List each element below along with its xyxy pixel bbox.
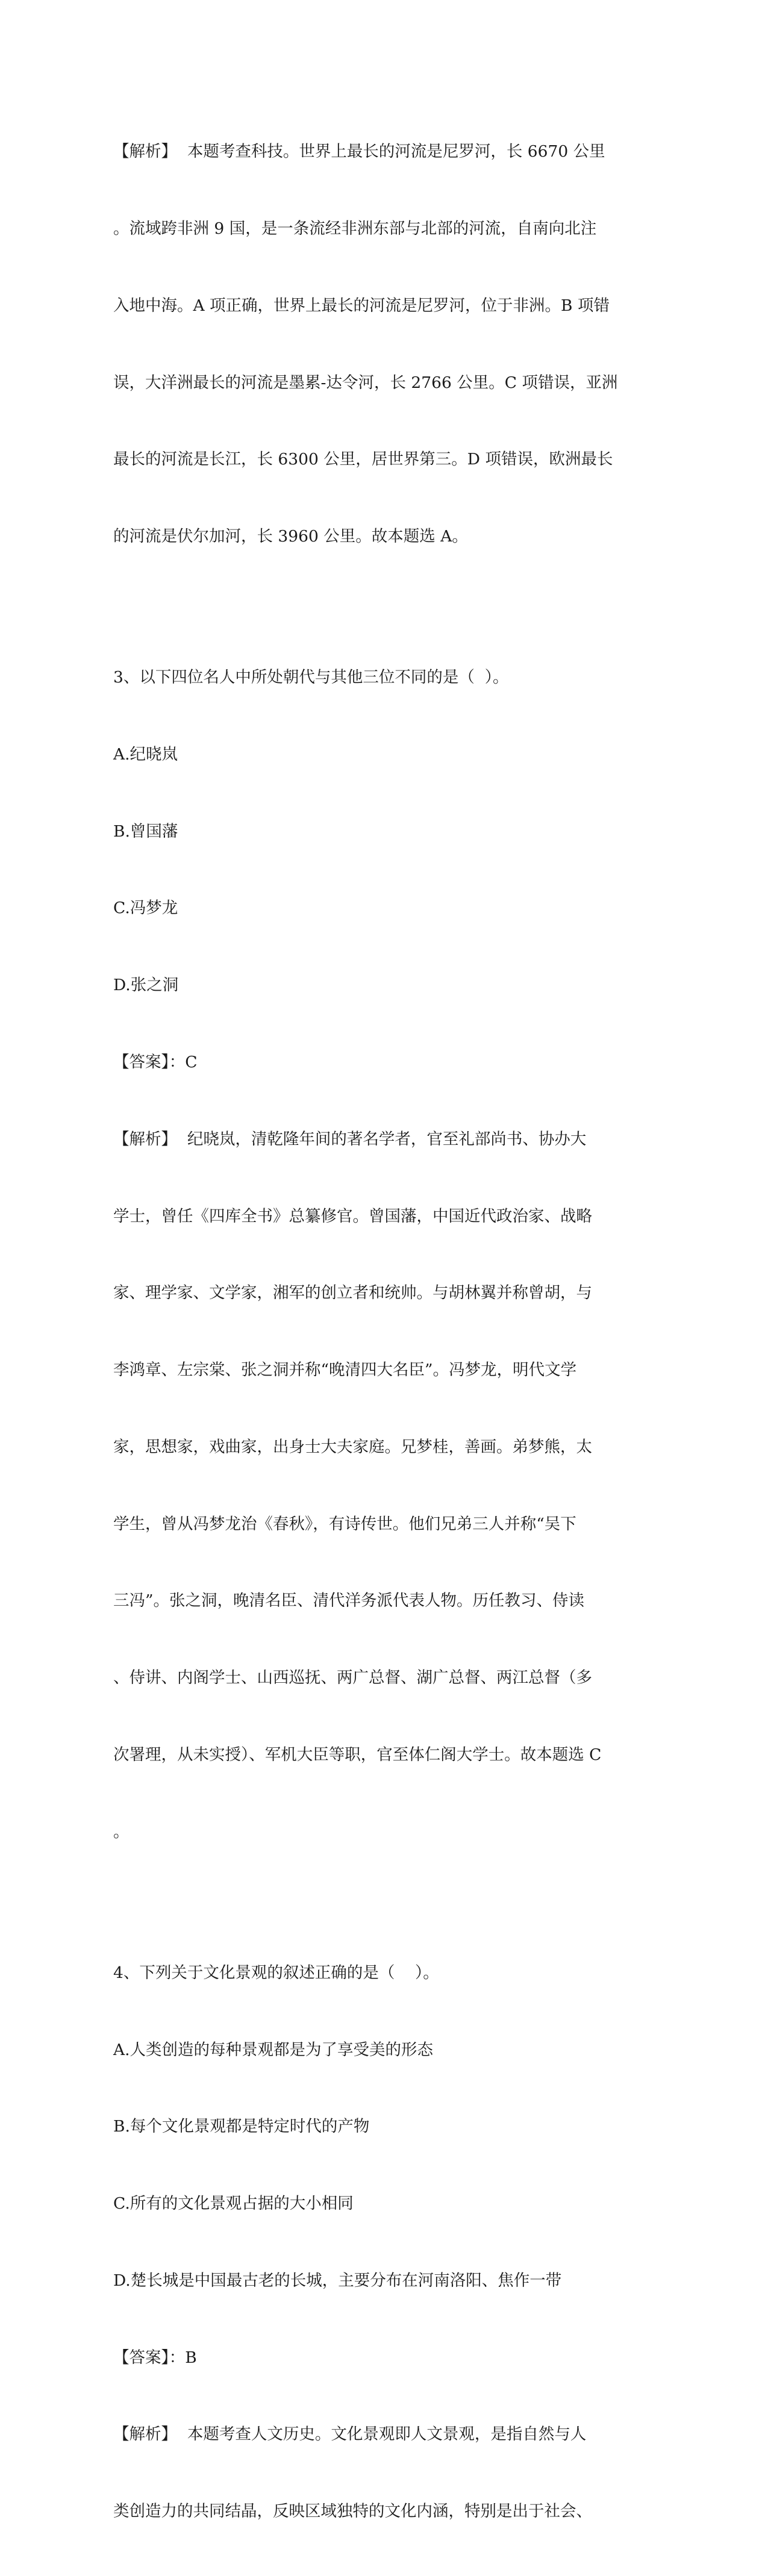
option-b: B.曾国藩 [113, 822, 178, 841]
analysis-line: 【解析】 本题考查科技。世界上最长的河流是尼罗河，长 6670 公里 [113, 142, 605, 161]
analysis-line: 家、理学家、文学家，湘军的创立者和统帅。与胡林翼并称曾胡，与 [113, 1283, 592, 1303]
answer: 【答案】：C [113, 1052, 198, 1071]
question-4 [113, 1909, 655, 2576]
analysis-line: 入地中海。A 项正确，世界上最长的河流是尼罗河，位于非洲。B 项错 [113, 296, 610, 315]
analysis-line: 最长的河流是长江，长 6300 公里，居世界第三。D 项错误，欧洲最长 [113, 450, 613, 469]
analysis-line: 的河流是伏尔加河，长 3960 公里。故本题选 A。 [113, 527, 468, 546]
analysis-line: 误，大洋洲最长的河流是墨累-达令河，长 2766 公里。C 项错误，亚洲 [113, 373, 618, 392]
option-c: C.冯梦龙 [113, 899, 178, 918]
option-a: A.纪晓岚 [113, 744, 178, 764]
analysis-line: 三冯”。张之洞，晚清名臣、清代洋务派代表人物。历任教习、侍读 [113, 1591, 585, 1611]
option-d: D.楚长城是中国最古老的长城，主要分布在河南洛阳、焦作一带 [113, 2271, 562, 2290]
answer: 【答案】：B [113, 2348, 197, 2367]
analysis-line: 、侍讲、内阁学士、山西巡抚、两广总督、湖广总督、两江总督（多 [113, 1668, 592, 1688]
analysis-line: 【解析】 本题考查人文历史。文化景观即人文景观，是指自然与人 [113, 2425, 587, 2444]
option-a: A.人类创造的每种景观都是为了享受美的形态 [113, 2040, 434, 2059]
analysis-line: 次署理，从未实授）、军机大臣等职，官至体仁阁大学士。故本题选 C [113, 1745, 602, 1764]
analysis-line: 类创造力的共同结晶，反映区域独特的文化内涵，特别是出于社会、 [113, 2502, 592, 2521]
analysis-line: 李鸿章、左宗棠、张之洞并称“晚清四大名臣”。冯梦龙，明代文学 [113, 1361, 577, 1380]
previous-analysis [113, 88, 655, 601]
spacer [113, 601, 655, 614]
analysis-line: 。流域跨非洲 9 国，是一条流经非洲东部与北部的河流，自南向北注 [113, 219, 597, 238]
question-stem: 4、下列关于文化景观的叙述正确的是（ ）。 [113, 1963, 439, 1982]
spacer [113, 1897, 655, 1909]
document-content [113, 88, 655, 2576]
analysis-line: 学士，曾任《四库全书》总纂修官。曾国藩，中国近代政治家、战略 [113, 1206, 592, 1226]
analysis-line: 学生，曾从冯梦龙治《春秋》，有诗传世。他们兄弟三人并称“吴下 [113, 1514, 576, 1533]
analysis-line: 【解析】 纪晓岚，清乾隆年间的著名学者，官至礼部尚书、协办大 [113, 1129, 587, 1149]
option-d: D.张之洞 [113, 976, 179, 995]
option-c: C.所有的文化景观占据的大小相同 [113, 2194, 354, 2213]
analysis-line: 。 [113, 1822, 130, 1841]
question-stem: 3、以下四位名人中所处朝代与其他三位不同的是（ ）。 [113, 668, 509, 687]
option-b: B.每个文化景观都是特定时代的产物 [113, 2117, 370, 2136]
question-3 [113, 614, 655, 1897]
analysis-line: 家，思想家，戏曲家，出身士大夫家庭。兄梦桂，善画。弟梦熊，太 [113, 1437, 592, 1456]
